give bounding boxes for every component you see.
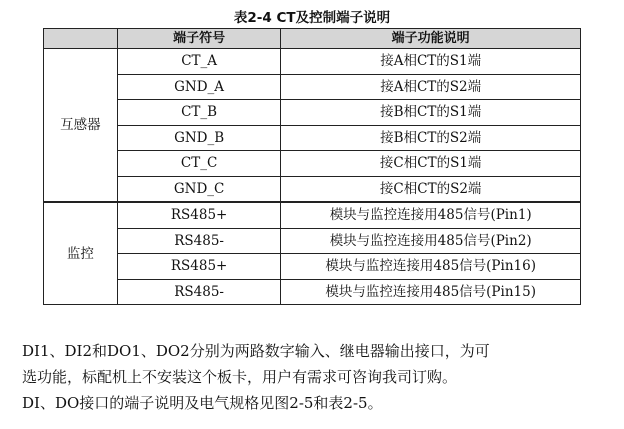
header-symbol: 端子符号 — [117, 29, 281, 49]
table-row — [44, 254, 581, 280]
terminal-symbol: GND_C — [117, 176, 281, 202]
table-row — [44, 202, 581, 228]
terminal-symbol: CT_B — [117, 100, 281, 126]
header-group — [44, 29, 118, 49]
terminal-desc: 接A相CT的S2端 — [281, 74, 581, 100]
terminal-symbol: CT_A — [117, 49, 281, 75]
terminal-desc: 模块与监控连接用485信号(Pin1) — [281, 202, 581, 228]
table-caption: 表2-4 CT及控制端子说明 — [233, 10, 391, 26]
terminal-desc: 模块与监控连接用485信号(Pin15) — [281, 279, 581, 305]
header-desc: 端子功能说明 — [281, 29, 581, 49]
terminal-desc: 模块与监控连接用485信号(Pin16) — [281, 254, 581, 280]
group-label: 监控 — [44, 202, 118, 305]
body-text — [22, 338, 612, 416]
table-row — [44, 100, 581, 126]
terminal-table — [43, 28, 581, 305]
paragraph-line: DI1、DI2和DO1、DO2分别为两路数字输入、继电器输出接口，为可 — [22, 342, 490, 360]
table-row — [44, 49, 581, 75]
paragraph-line: DI、DO接口的端子说明及电气规格见图2-5和表2-5。 — [22, 394, 383, 412]
table-row — [44, 176, 581, 202]
terminal-symbol: GND_A — [117, 74, 281, 100]
paragraph-line: 选功能，标配机上不安装这个板卡，用户有需求可咨询我司订购。 — [22, 368, 458, 386]
terminal-desc: 模块与监控连接用485信号(Pin2) — [281, 228, 581, 254]
table-row — [44, 228, 581, 254]
table-row — [44, 74, 581, 100]
table-row — [44, 125, 581, 151]
terminal-symbol: RS485- — [117, 228, 281, 254]
group-label: 互感器 — [44, 49, 118, 203]
terminal-symbol: RS485+ — [117, 202, 281, 228]
terminal-desc: 接B相CT的S1端 — [281, 100, 581, 126]
terminal-symbol: CT_C — [117, 151, 281, 177]
table-header-row — [44, 29, 581, 49]
terminal-desc: 接C相CT的S2端 — [281, 176, 581, 202]
terminal-desc: 接B相CT的S2端 — [281, 125, 581, 151]
terminal-symbol: RS485- — [117, 279, 281, 305]
terminal-desc: 接A相CT的S1端 — [281, 49, 581, 75]
table-row — [44, 279, 581, 305]
terminal-symbol: RS485+ — [117, 254, 281, 280]
terminal-desc: 接C相CT的S1端 — [281, 151, 581, 177]
terminal-symbol: GND_B — [117, 125, 281, 151]
table-row — [44, 151, 581, 177]
